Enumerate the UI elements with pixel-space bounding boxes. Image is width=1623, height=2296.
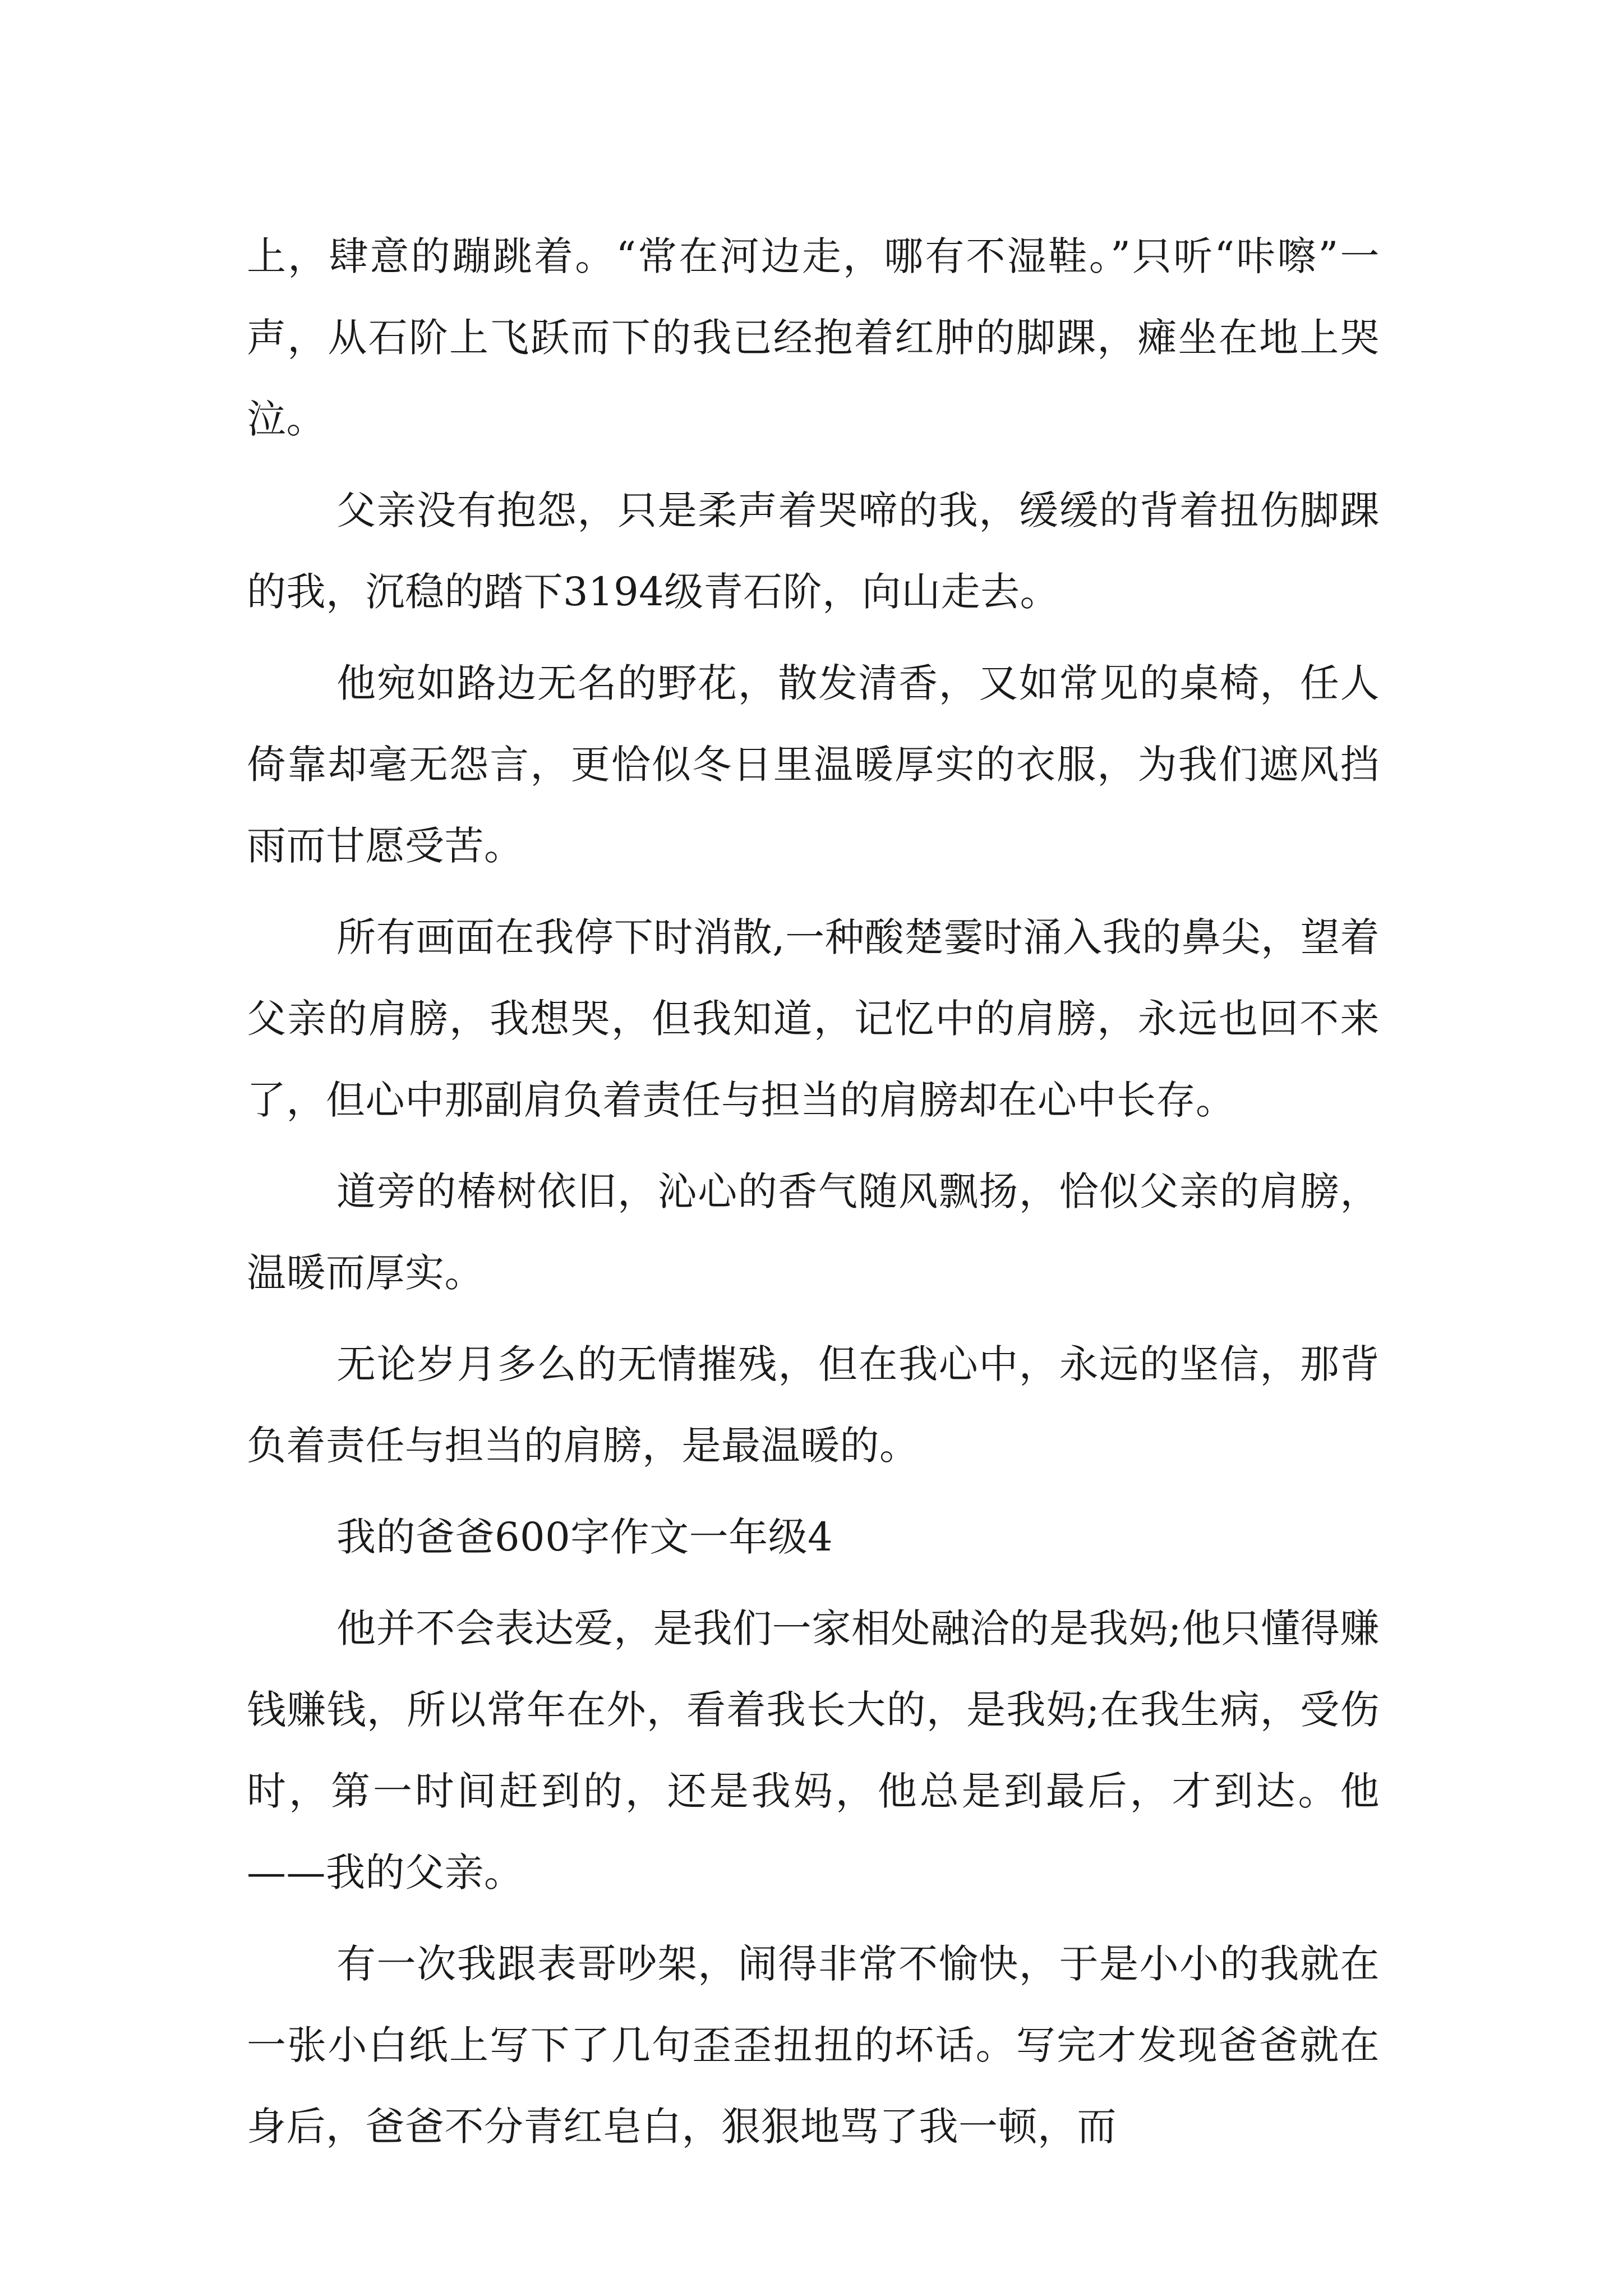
paragraph-6: 无论岁月多么的无情摧残，但在我心中，永远的坚信，那背负着责任与担当的肩膀，是最温暖的。: [247, 1341, 1380, 1469]
document-body: [247, 216, 1380, 2178]
section-heading: 我的爸爸600字作文一年级4: [336, 1514, 833, 1560]
paragraph-5: 道旁的椿树依旧，沁心的香气随风飘扬，恰似父亲的肩膀，温暖而厚实。: [247, 1168, 1380, 1296]
paragraph-7: 他并不会表达爱，是我们一家相处融洽的是我妈;他只懂得赚钱赚钱，所以常年在外，看着我长大的，是我妈;在我生病，受伤时，第一时间赶到的，还是我妈，他总是到最后，才到达。他——我的父亲。: [247, 1605, 1380, 1895]
paragraph-4: 所有画面在我停下时消散,一种酸楚霎时涌入我的鼻尖，望着父亲的肩膀，我想哭，但我知道，记忆中的肩膀，永远也回不来了，但心中那副肩负着责任与担当的肩膀却在心中长存。: [247, 914, 1380, 1123]
paragraph-2: 父亲没有抱怨，只是柔声着哭啼的我，缓缓的背着扭伤脚踝的我，沉稳的踏下3194级青石阶，向山走去。: [247, 487, 1380, 615]
paragraph-3: 他宛如路边无名的野花，散发清香，又如常见的桌椅，任人倚靠却毫无怨言，更恰似冬日里温暖厚实的衣服，为我们遮风挡雨而甘愿受苦。: [247, 660, 1380, 869]
paragraph-8: 有一次我跟表哥吵架，闹得非常不愉快，于是小小的我就在一张小白纸上写下了几句歪歪扭扭的坏话。写完才发现爸爸就在身后，爸爸不分青红皂白，狠狠地骂了我一顿，而: [247, 1941, 1380, 2150]
paragraph-1: 上，肆意的蹦跳着。“常在河边走，哪有不湿鞋。”只听“咔嚓”一声，从石阶上飞跃而下的我已经抱着红肿的脚踝，瘫坐在地上哭泣。: [247, 233, 1380, 442]
